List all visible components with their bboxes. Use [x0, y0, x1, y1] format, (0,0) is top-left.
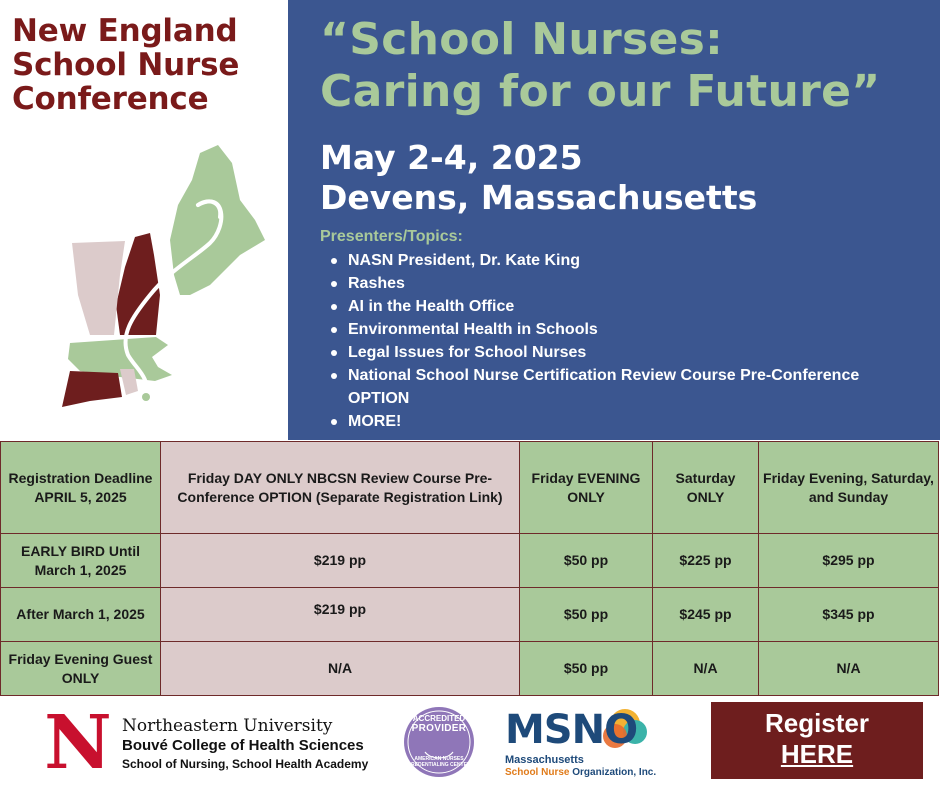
topic-item: National School Nurse Certification Review Course Pre-Conference OPTION — [348, 364, 908, 410]
register-button[interactable] — [711, 702, 923, 779]
price-friday-evening: $50 pp — [520, 588, 653, 642]
northeastern-school: School of Nursing, School Health Academy — [122, 757, 369, 771]
price-full-weekend: N/A — [759, 642, 939, 696]
price-saturday: N/A — [653, 642, 759, 696]
tagline-line-2: Caring for our Future” — [320, 66, 881, 117]
topic-item: Legal Issues for School Nurses — [348, 341, 908, 364]
price-friday-evening: $50 pp — [520, 642, 653, 696]
msno-sub-1: Massachusetts — [505, 754, 584, 766]
topic-list — [348, 249, 908, 433]
topic-item: Environmental Health in Schools — [348, 318, 908, 341]
msno-sub-2-highlight: School Nurse — [505, 767, 570, 778]
conference-title-line-3: Conference — [12, 81, 209, 117]
price-full-weekend: $345 pp — [759, 588, 939, 642]
ana-line-1: ACCREDITED — [412, 714, 466, 723]
topic-item: MORE! — [348, 410, 908, 433]
msno-wordmark: MSNO — [505, 707, 638, 753]
connecticut-shape — [62, 371, 122, 407]
msno-sub-2 — [505, 767, 656, 778]
price-saturday: $245 pp — [653, 588, 759, 642]
maine-shape — [170, 145, 265, 295]
northeastern-college: Bouvé College of Health Sciences — [122, 737, 364, 754]
conference-title-line-2: School Nurse — [12, 47, 240, 83]
register-label: Register — [764, 708, 870, 738]
price-friday-day: $219 pp — [161, 534, 520, 588]
northeastern-n-icon: N — [44, 700, 112, 786]
price-saturday: $225 pp — [653, 534, 759, 588]
event-location: Devens, Massachusetts — [320, 178, 758, 217]
register-here-link[interactable]: HERE — [780, 739, 854, 769]
header-full-weekend: Friday Evening, Saturday, and Sunday — [759, 442, 939, 534]
row-label: After March 1, 2025 — [1, 588, 161, 642]
topic-item: NASN President, Dr. Kate King — [348, 249, 908, 272]
vermont-shape — [72, 241, 125, 335]
topic-item: Rashes — [348, 272, 908, 295]
ana-line-4: CREDENTIALING CENTER — [407, 762, 471, 768]
pricing-table — [0, 441, 939, 696]
conference-tagline — [320, 14, 930, 118]
price-friday-day: $219 pp — [161, 588, 520, 642]
northeastern-logo — [42, 700, 387, 786]
price-friday-evening: $50 pp — [520, 534, 653, 588]
pricing-header-row — [1, 442, 939, 534]
ana-line-2: PROVIDER — [411, 723, 467, 734]
header-friday-day: Friday DAY ONLY NBCSN Review Course Pre-Conference OPTION (Separate Registration Link) — [161, 442, 520, 534]
header-deadline: Registration Deadline APRIL 5, 2025 — [1, 442, 161, 534]
pricing-row-guest — [1, 642, 939, 696]
row-label: Friday Evening Guest ONLY — [1, 642, 161, 696]
new-england-map-icon — [50, 145, 280, 415]
northeastern-name: Northeastern University — [122, 716, 333, 736]
conference-title-line-1: New England — [12, 13, 238, 49]
topic-item: AI in the Health Office — [348, 295, 908, 318]
header-saturday: Saturday ONLY — [653, 442, 759, 534]
tagline-line-1: “School Nurses: — [320, 14, 724, 65]
conference-title — [12, 14, 282, 116]
ana-line-3: AMERICAN NURSES — [414, 756, 464, 762]
pricing-row-early-bird — [1, 534, 939, 588]
row-label: EARLY BIRD Until March 1, 2025 — [1, 534, 161, 588]
header-friday-evening: Friday EVENING ONLY — [520, 442, 653, 534]
price-full-weekend: $295 pp — [759, 534, 939, 588]
accredited-provider-text — [403, 714, 475, 768]
msno-logo — [505, 706, 675, 778]
presenters-heading: Presenters/Topics: — [320, 228, 463, 245]
event-date: May 2-4, 2025 — [320, 138, 583, 177]
pricing-row-after-march — [1, 588, 939, 642]
price-friday-day: N/A — [161, 642, 520, 696]
msno-sub-2-rest: Organization, Inc. — [569, 767, 657, 778]
